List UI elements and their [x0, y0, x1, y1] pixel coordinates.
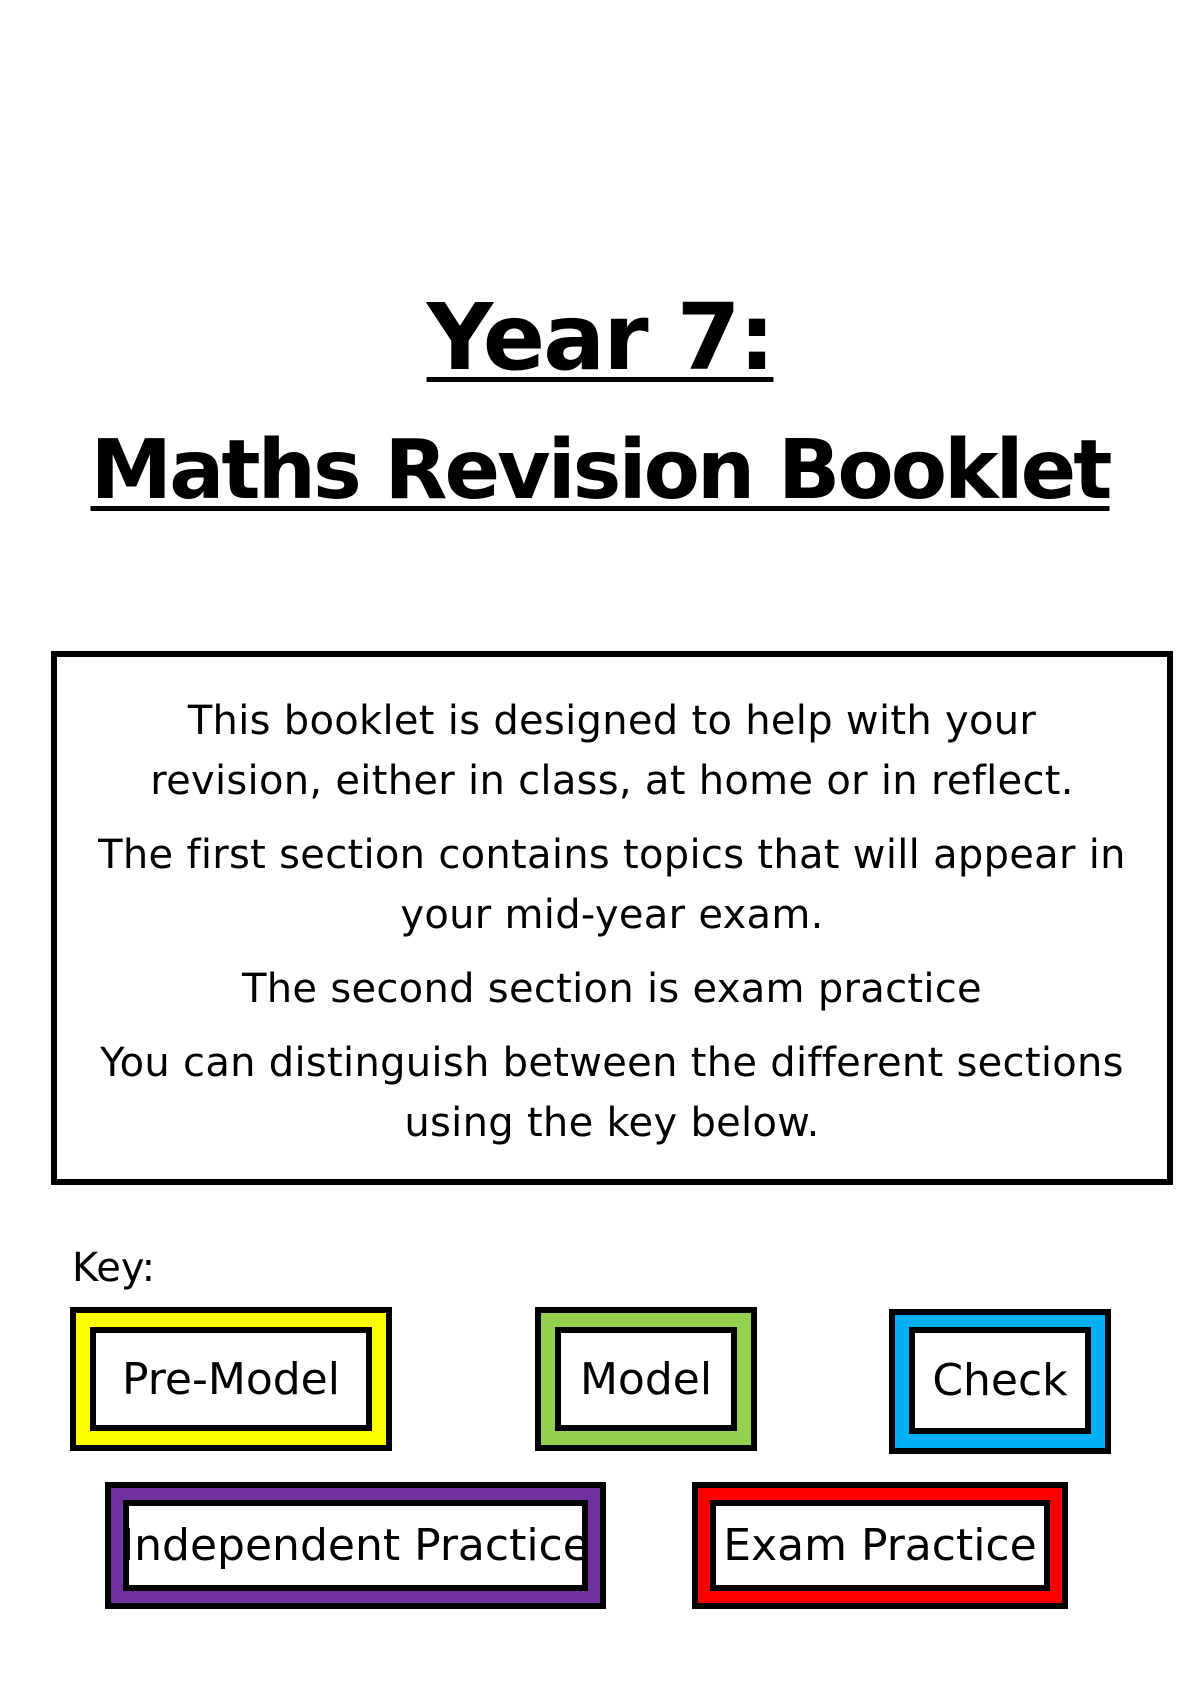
key-item-model	[535, 1307, 757, 1451]
intro-paragraph-4: You can distinguish between the different sections using the key below.	[100, 1040, 1124, 1146]
key-item-check	[889, 1309, 1111, 1454]
intro-paragraph-3: The second section is exam practice	[242, 966, 982, 1012]
key-item-exam-practice-label: Exam Practice	[710, 1500, 1050, 1591]
key-item-independent-practice-label: Independent Practice	[123, 1500, 588, 1591]
title-booklet: Maths Revision Booklet	[90, 423, 1110, 518]
intro-paragraph-1: This booklet is designed to help with your revision, either in class, at home or in reflect.	[150, 698, 1074, 804]
key-label: Key:	[72, 1245, 156, 1291]
intro-paragraph-2: The first section contains topics that will appear in your mid-year exam.	[98, 832, 1126, 938]
key-item-independent-practice	[105, 1482, 606, 1609]
key-item-pre-model-label: Pre-Model	[90, 1327, 372, 1431]
key-item-model-label: Model	[555, 1327, 737, 1431]
intro-box	[51, 651, 1173, 1185]
key-item-check-label: Check	[909, 1327, 1091, 1434]
title-year: Year 7:	[426, 284, 774, 391]
key-item-exam-practice	[692, 1482, 1068, 1609]
key-item-pre-model	[70, 1307, 392, 1451]
